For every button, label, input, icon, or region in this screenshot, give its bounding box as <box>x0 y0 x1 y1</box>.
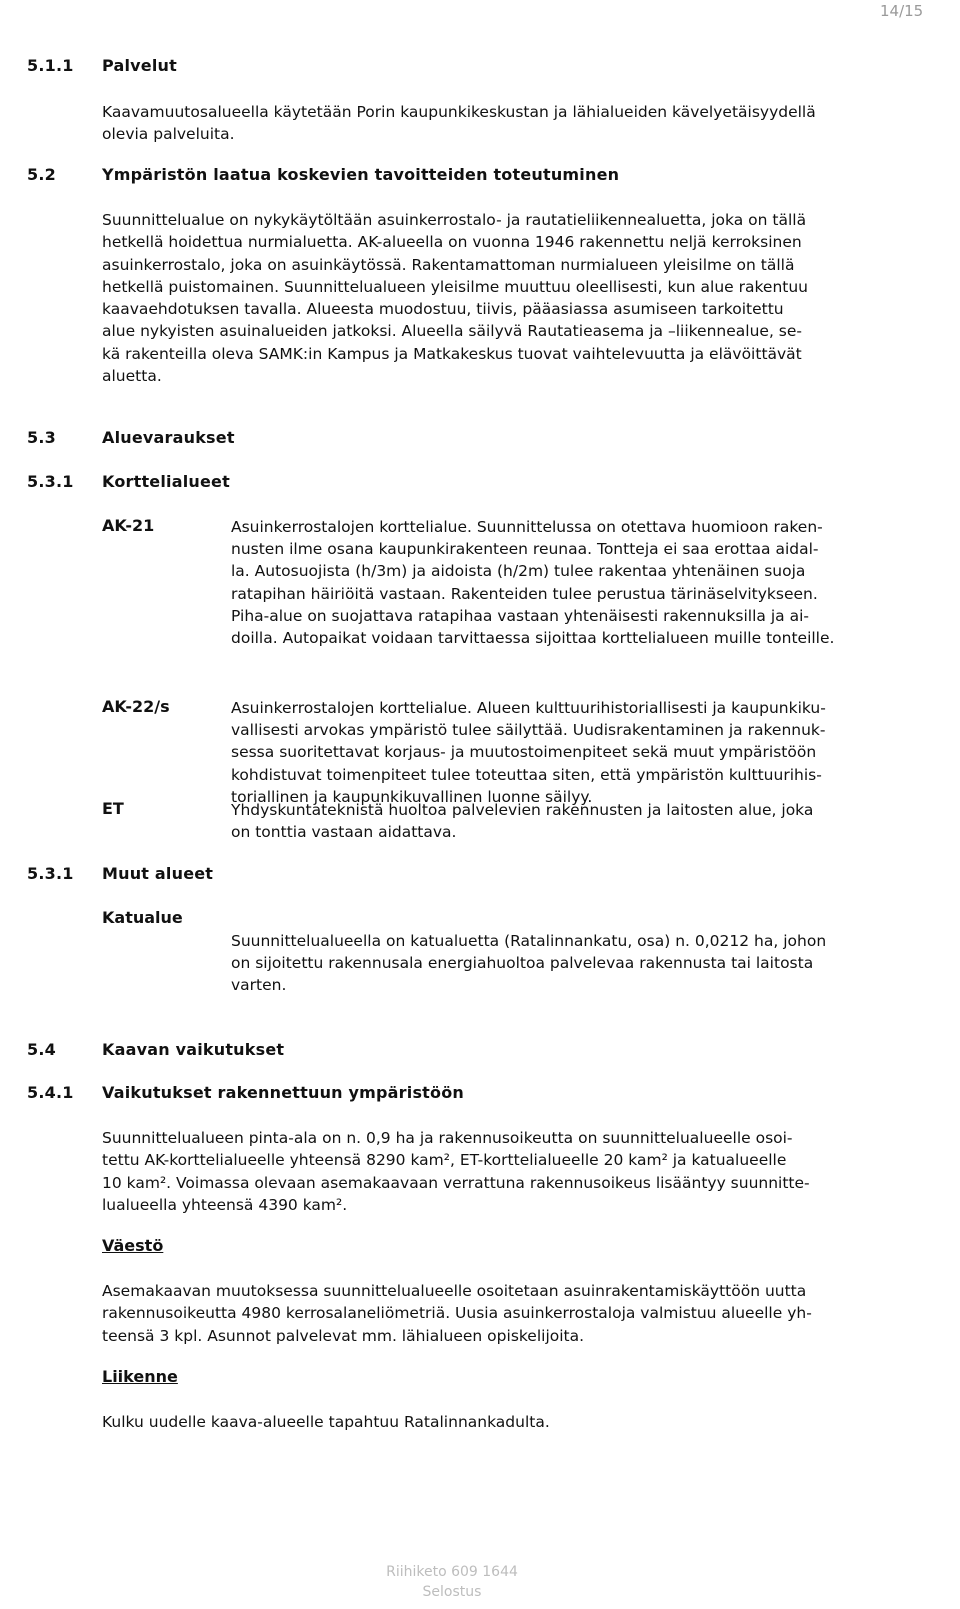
zone-desc-ak22s: Asuinkerrostalojen korttelialue. Alueen kulttuurihistoriallisesti ja kaupunkiku- vallisesti arvokas ympäristö tulee säilyttää. Uudisrakentaminen ja rakennuk- sessa suoritettavat korjaus- ja muutostoimenpiteet sekä muut ympäristöön kohdistuvat toimenpiteet tulee toteuttaa siten, että ympäristön kulttuurihis- toriallinen ja kaupunkikuvallinen luonne säilyy. <box>231 699 826 806</box>
section-title-palvelut: Palvelut <box>102 56 177 75</box>
section-number-5-4: 5.4 <box>27 1040 56 1059</box>
section-title-vaikutukset: Vaikutukset rakennettuun ympäristöön <box>102 1083 464 1102</box>
section-title-aluevaraukset: Aluevaraukset <box>102 428 235 447</box>
paragraph-vaesto: Asemakaavan muutoksessa suunnittelualueelle osoitetaan asuinrakentamiskäyttöön uutta rakennusoikeutta 4980 kerrosalaneliömetriä. Uusia asuinkerrostaloja valmistuu alueelle yh- teensä 3 kpl. Asunnot palvelevat mm. lähialueen opiskelijoita. <box>102 1282 812 1345</box>
zone-label-ak21: AK-21 <box>102 516 155 535</box>
section-number-5-3: 5.3 <box>27 428 56 447</box>
section-number-5-1-1: 5.1.1 <box>27 56 74 75</box>
zone-label-katualue: Katualue <box>102 908 183 927</box>
page-number: 14/15 <box>880 2 924 20</box>
heading-vaesto: Väestö <box>102 1236 164 1255</box>
heading-liikenne: Liikenne <box>102 1367 178 1386</box>
zone-label-ak22s: AK-22/s <box>102 697 170 716</box>
zone-desc-et: Yhdyskuntateknistä huoltoa palvelevien rakennusten ja laitosten alue, joka on tonttia vastaan aidattava. <box>231 801 814 842</box>
paragraph-vaikutukset: Suunnittelualueen pinta-ala on n. 0,9 ha ja rakennusoikeutta on suunnittelualueelle osoi- tettu AK-korttelialueelle yhteensä 8290 kam², ET-korttelialueelle 20 kam² ja katualueelle 10 kam². Voimassa olevaan asemakaavaan verrattuna rakennusoikeus lisääntyy suunnitte- lualueella yhteensä 4390 kam². <box>102 1129 810 1214</box>
paragraph-ymparisto: Suunnittelualue on nykykäytöltään asuinkerrostalo- ja rautatieliikennealuetta, joka on tällä hetkellä hoidettua nurmialuetta. AK-alueella on vuonna 1946 rakennettu neljä kerroksinen asuinkerrostalo, joka on asuinkäytössä. Rakentamattoman nurmialueen yleisilme on tällä hetkellä puistomainen. Suunnittelualueen yleisilme muuttuu oleellisesti, kun alue rakentuu kaavaehdotuksen tavalla. Alueesta muodostuu, tiivis, pääasiassa asumiseen tarkoitettu alue nykyisten asuinalueiden jatkoksi. Alueella säilyvä Rautatieasema ja –liikennealue, se- kä rakenteilla oleva SAMK:in Kampus ja Matkakeskus tuovat vaihtelevuutta ja elävöittävät aluetta. <box>102 211 808 386</box>
section-number-5-4-1: 5.4.1 <box>27 1083 74 1102</box>
paragraph-palvelut: Kaavamuutosalueella käytetään Porin kaupunkikeskustan ja lähialueiden kävelyetäisyydellä olevia palveluita. <box>102 103 816 144</box>
zone-desc-ak21: Asuinkerrostalojen korttelialue. Suunnittelussa on otettava huomioon raken- nusten ilme osana kaupunkirakenteen reunaa. Tontteja ei saa erottaa aidal- la. Autosuojista (h/3m) ja aidoista (h/2m) tulee rakentaa yhtenäinen suoja ratapihan häiriöitä vastaan. Rakenteiden tulee perustua tärinäselvitykseen. Piha-alue on suojattava ratapihaa vastaan yhtenäisesti rakennuksilla ja ai- doilla. Autopaikat voidaan tarvittaessa sijoittaa korttelialueen muille tonteille. <box>231 518 835 648</box>
section-number-5-3-1-a: 5.3.1 <box>27 472 74 491</box>
section-title-korttelialueet: Korttelialueet <box>102 472 230 491</box>
paragraph-liikenne: Kulku uudelle kaava-alueelle tapahtuu Ratalinnankadulta. <box>102 1413 550 1431</box>
section-number-5-3-1-b: 5.3.1 <box>27 864 74 883</box>
footer-reference: Riihiketo 609 1644 <box>386 1564 518 1580</box>
zone-label-et: ET <box>102 799 124 818</box>
section-title-muut-alueet: Muut alueet <box>102 864 214 883</box>
section-title-ymparisto: Ympäristön laatua koskevien tavoitteiden toteutuminen <box>102 165 620 184</box>
footer-document-type: Selostus <box>422 1584 482 1600</box>
section-title-kaavan-vaikutukset: Kaavan vaikutukset <box>102 1040 285 1059</box>
zone-desc-katualue: Suunnittelualueella on katualuetta (Ratalinnankatu, osa) n. 0,0212 ha, johon on sijoitettu rakennusala energiahuoltoa palvelevaa rakennusta tai laitosta varten. <box>231 932 827 995</box>
section-number-5-2: 5.2 <box>27 165 56 184</box>
